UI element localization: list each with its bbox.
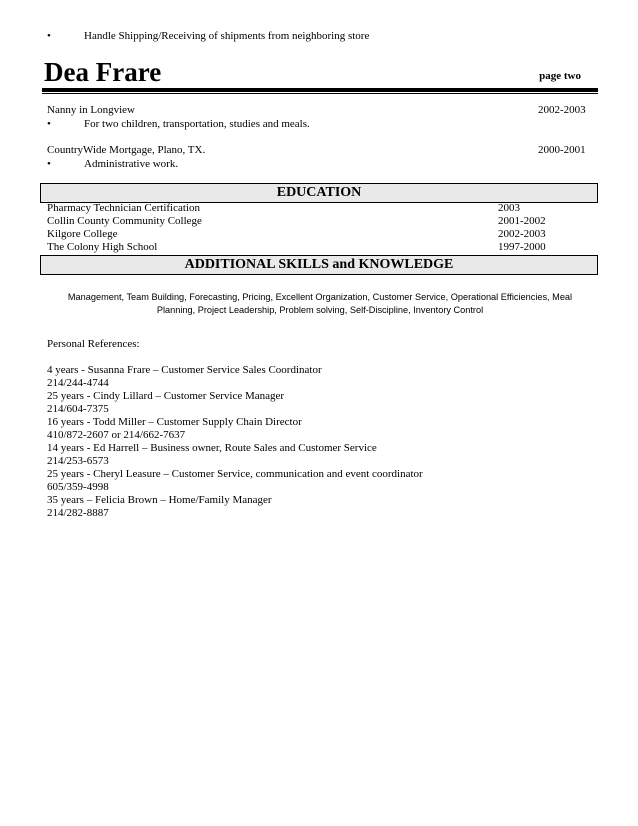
job-bullet-text: Administrative work. (84, 158, 179, 170)
reference-line: 214/282-8887 (47, 507, 109, 519)
top-bullet-text: Handle Shipping/Receiving of shipments from neighboring store (84, 30, 370, 42)
job-dates: 2002-2003 (538, 104, 586, 116)
skills-line: Planning, Project Leadership, Problem solving, Self-Discipline, Inventory Control (156, 305, 484, 315)
skills-heading: ADDITIONAL SKILLS and KNOWLEDGE (40, 255, 598, 275)
bullet-icon: • (47, 118, 51, 130)
skills-list (50, 291, 590, 317)
bullet-icon: • (47, 30, 51, 42)
reference-line: 14 years - Ed Harrell – Business owner, Route Sales and Customer Service (47, 442, 377, 454)
reference-line: 214/604-7375 (47, 403, 109, 415)
reference-line: 16 years - Todd Miller – Customer Supply Chain Director (47, 416, 302, 428)
education-year: 2001-2002 (498, 215, 546, 227)
reference-line: 4 years - Susanna Frare – Customer Service Sales Coordinator (47, 364, 322, 376)
education-school: Collin County Community College (47, 215, 202, 227)
reference-line: 605/359-4998 (47, 481, 109, 493)
header-rule-thin (42, 93, 598, 94)
skills-line: Management, Team Building, Forecasting, Pricing, Excellent Organization, Customer Service, Operational Efficiencies, Meal (67, 292, 573, 302)
education-heading: EDUCATION (40, 183, 598, 203)
education-school: Kilgore College (47, 228, 118, 240)
job-title: Nanny in Longview (47, 104, 135, 116)
reference-line: 25 years - Cheryl Leasure – Customer Service, communication and event coordinator (47, 468, 423, 480)
education-year: 1997-2000 (498, 241, 546, 253)
header-rule-thick (42, 88, 598, 92)
job-title: CountryWide Mortgage, Plano, TX. (47, 144, 206, 156)
education-year: 2003 (498, 202, 520, 214)
reference-line: 35 years – Felicia Brown – Home/Family Manager (47, 494, 272, 506)
candidate-name: Dea Frare (44, 57, 162, 87)
job-bullet-text: For two children, transportation, studies and meals. (84, 118, 310, 130)
reference-line: 410/872-2607 or 214/662-7637 (47, 429, 186, 441)
page-label: page two (539, 70, 581, 82)
reference-line: 214/253-6573 (47, 455, 109, 467)
job-dates: 2000-2001 (538, 144, 586, 156)
education-school: Pharmacy Technician Certification (47, 202, 200, 214)
reference-line: 25 years - Cindy Lillard – Customer Service Manager (47, 390, 285, 402)
reference-line: 214/244-4744 (47, 377, 109, 389)
education-year: 2002-2003 (498, 228, 546, 240)
bullet-icon: • (47, 158, 51, 170)
references-heading: Personal References: (47, 338, 140, 350)
education-school: The Colony High School (47, 241, 158, 253)
